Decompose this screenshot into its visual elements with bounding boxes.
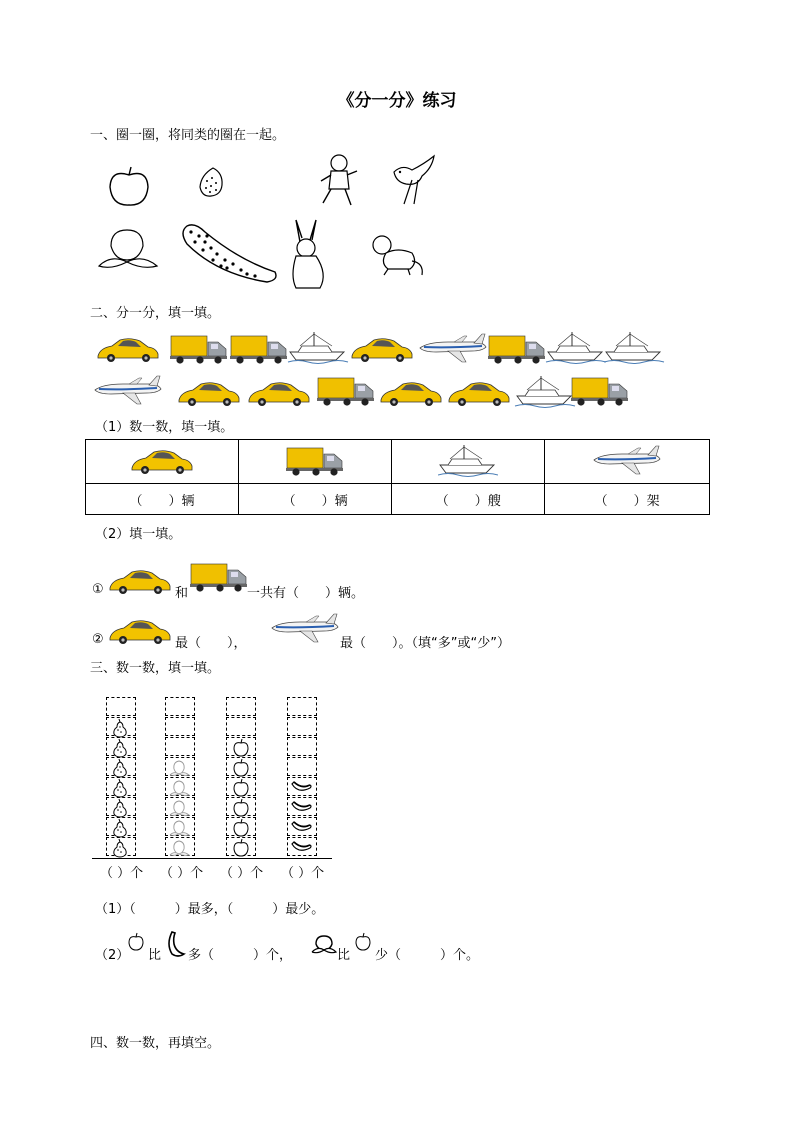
grid-cell [226, 817, 256, 836]
grid-cell [165, 817, 195, 836]
boat-count-blank[interactable]: （ ）艘 [392, 484, 545, 515]
grid-cell [287, 737, 317, 756]
strawberry-picture [197, 165, 225, 199]
boat-icon [546, 332, 606, 364]
car-icon [98, 339, 158, 362]
q1-and: 和 [175, 586, 189, 601]
truck-icon [488, 336, 545, 364]
grid-cell [106, 697, 136, 716]
grid-cell [106, 737, 136, 756]
section2-sub1: （1）数一数，填一填。 [95, 420, 234, 435]
section2-sub2: （2）填一填。 [95, 527, 182, 542]
q2-bi-2: 比 [337, 948, 351, 963]
section1-heading: 一、圈一圈，将同类的圈在一起。 [90, 128, 286, 143]
car-icon [352, 339, 412, 362]
grid-cell [106, 757, 136, 776]
page-title: 《分一分》练习 [337, 91, 457, 111]
grid-cell [287, 797, 317, 816]
q2-shao[interactable]: 少（ ）个。 [375, 948, 480, 963]
col-label-pear[interactable]: （ ）个 [100, 866, 144, 881]
q2-bi-1: 比 [148, 948, 162, 963]
section2-heading: 二、分一分，填一填。 [90, 306, 221, 321]
apple-icon [234, 819, 248, 836]
vehicle-row-2 [93, 372, 633, 410]
grid-cell [165, 717, 195, 736]
apple-icon [234, 839, 248, 856]
section3-q1[interactable]: （1）（ ）最多，（ ）最少。 [95, 902, 325, 917]
apple-icon [234, 799, 248, 816]
grid-cell [226, 797, 256, 816]
grid-cell [287, 757, 317, 776]
col-label-peach[interactable]: （ ）个 [160, 866, 204, 881]
grid-cell [106, 837, 136, 856]
vehicle-row-1 [96, 330, 666, 366]
grid-cell [165, 737, 195, 756]
peach-icon [312, 932, 336, 956]
q1-truck [190, 560, 248, 592]
grid-cell [106, 797, 136, 816]
q2-tail[interactable]: 最（ ）。（填“多”或“少”） [340, 636, 510, 651]
bird-picture [388, 150, 444, 208]
peach-icon [170, 781, 189, 795]
banana-icon [292, 782, 311, 790]
grid-cell [106, 717, 136, 736]
section3-heading: 三、数一数，填一填。 [90, 661, 221, 676]
question-2-number: ② [92, 632, 104, 647]
peach-icon [170, 841, 189, 855]
table-plane-cell [545, 440, 710, 484]
grid-cell [165, 837, 195, 856]
truck-icon [571, 378, 628, 406]
grid-cell [226, 737, 256, 756]
banana-icon [292, 822, 311, 830]
pear-icon [114, 839, 126, 857]
peach-icon [170, 761, 189, 775]
q2-mid[interactable]: 最（ ）， [175, 636, 247, 651]
monkey-picture [368, 233, 426, 277]
plane-icon [272, 614, 338, 642]
pear-icon [114, 719, 126, 737]
truck-icon [286, 448, 343, 476]
grid-cell [106, 777, 136, 796]
plane-count-blank[interactable]: （ ）架 [545, 484, 710, 515]
apple-picture [105, 165, 153, 209]
grid-cell [226, 837, 256, 856]
grid-cell [287, 717, 317, 736]
car-icon [381, 383, 441, 406]
apple-icon [234, 759, 248, 776]
peach-picture [97, 222, 159, 272]
peach-icon [170, 801, 189, 815]
section4-heading: 四、数一数，再填空。 [90, 1036, 221, 1051]
grid-cell [287, 817, 317, 836]
car-count-blank[interactable]: （ ）辆 [86, 484, 239, 515]
boat-icon [288, 332, 348, 364]
apple-icon [234, 739, 248, 756]
grid-baseline [92, 858, 332, 859]
grid-cell [287, 837, 317, 856]
truck-count-blank[interactable]: （ ）辆 [239, 484, 392, 515]
pear-icon [114, 819, 126, 837]
q1-tail[interactable]: 一共有（ ）辆。 [247, 586, 365, 601]
pear-icon [114, 759, 126, 777]
plane-icon [594, 446, 660, 474]
car-icon [132, 450, 192, 473]
pear-icon [114, 779, 126, 797]
col-label-banana[interactable]: （ ）个 [281, 866, 325, 881]
q2-duo[interactable]: 多（ ）个， [188, 948, 293, 963]
section3-q2-prefix: （2） [95, 948, 130, 963]
grid-cell [165, 757, 195, 776]
grid-cell [226, 757, 256, 776]
car-icon [110, 621, 170, 644]
q2-plane [270, 610, 340, 644]
table-boat-cell [392, 440, 545, 484]
count-table [85, 439, 710, 515]
rabbit-picture [284, 218, 334, 294]
apple-icon [234, 779, 248, 796]
boat-icon [515, 376, 575, 408]
car-icon [110, 571, 170, 594]
plane-icon [95, 376, 161, 404]
peach-icon [170, 821, 189, 835]
banana-icon [292, 802, 311, 810]
boat-icon [438, 445, 498, 477]
col-label-apple[interactable]: （ ）个 [220, 866, 264, 881]
banana-icon [164, 930, 188, 960]
q1-car [108, 566, 172, 594]
pig-picture [317, 153, 361, 211]
q2-car [108, 616, 172, 644]
apple-icon [353, 932, 375, 956]
table-car-cell [86, 440, 239, 484]
car-icon [179, 383, 239, 406]
grid-cell [287, 777, 317, 796]
truck-icon [170, 336, 227, 364]
grid-cell [106, 817, 136, 836]
grid-cell [165, 697, 195, 716]
grid-cell [165, 797, 195, 816]
cucumber-picture [177, 220, 281, 288]
truck-icon [230, 336, 287, 364]
grid-cell [165, 777, 195, 796]
plane-icon [420, 334, 486, 362]
question-1-number: ① [92, 582, 104, 597]
grid-cell [226, 717, 256, 736]
table-truck-cell [239, 440, 392, 484]
boat-icon [604, 332, 664, 364]
car-icon [249, 383, 309, 406]
grid-cell [287, 697, 317, 716]
pear-icon [114, 739, 126, 757]
pear-icon [114, 799, 126, 817]
banana-icon [292, 842, 311, 850]
grid-cell [226, 777, 256, 796]
truck-icon [190, 564, 247, 592]
car-icon [449, 383, 509, 406]
grid-cell [226, 697, 256, 716]
truck-icon [317, 378, 374, 406]
apple-icon [126, 932, 148, 956]
